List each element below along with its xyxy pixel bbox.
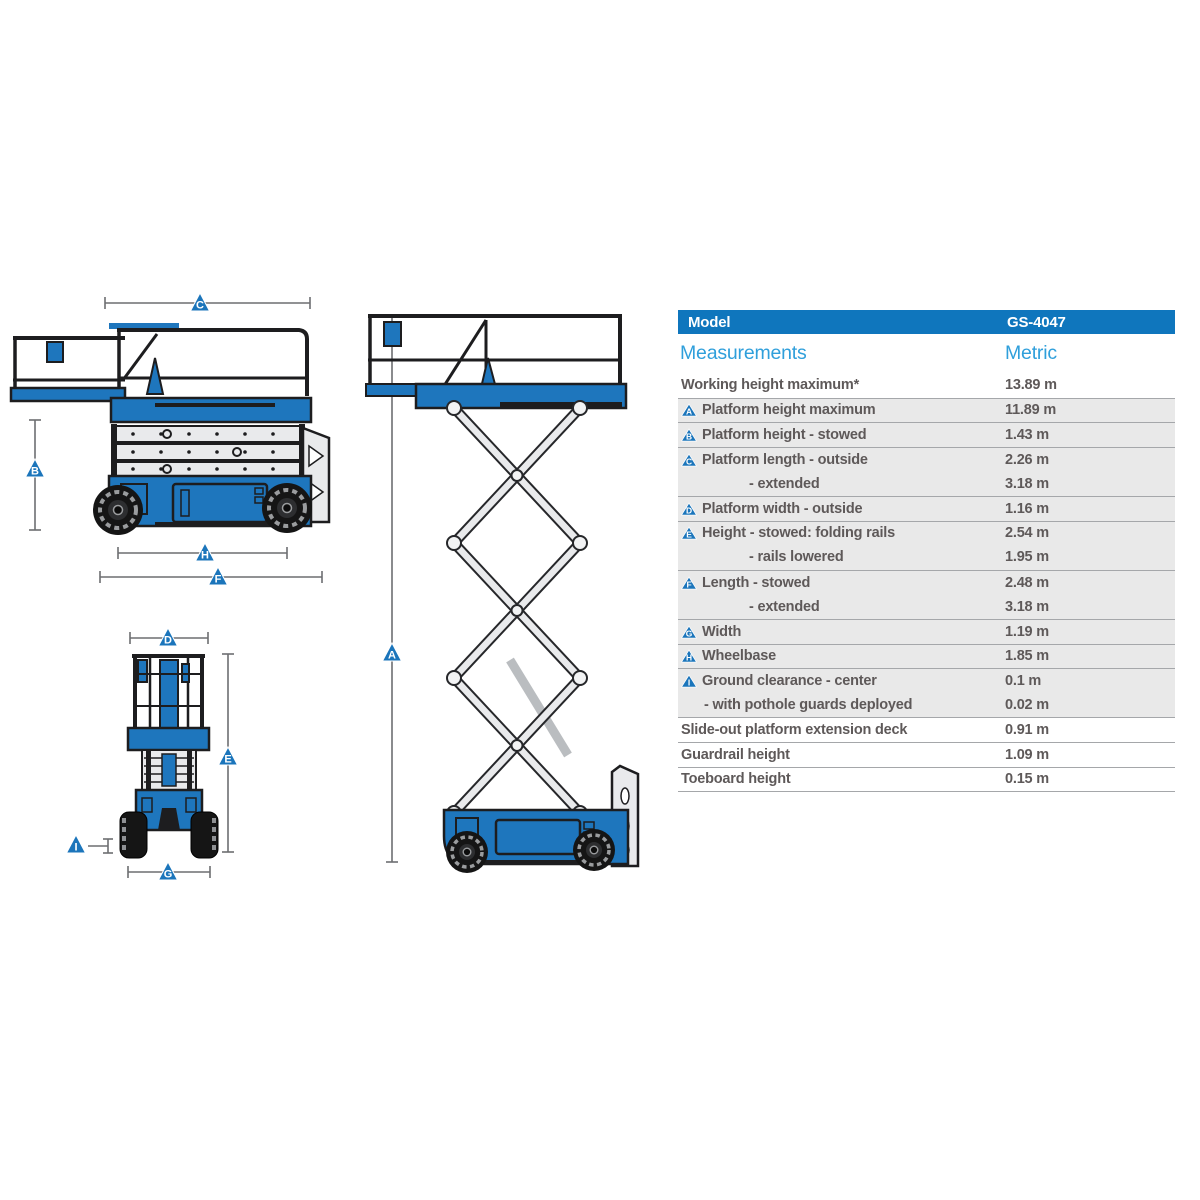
spec-value: 0.15 m	[1005, 771, 1049, 788]
spec-label: Ground clearance - center	[702, 672, 877, 689]
table-row	[678, 767, 1175, 792]
spec-value: 1.16 m	[1005, 500, 1049, 517]
dim-label-c: C	[196, 299, 204, 312]
spec-value: 0.1 m	[1005, 672, 1042, 689]
spec-value: 0.02 m	[1005, 697, 1049, 714]
model-label: Model	[688, 313, 731, 331]
spec-value: 1.95 m	[1005, 549, 1049, 566]
spec-value: 3.18 m	[1005, 475, 1049, 492]
stowed-guardrails	[13, 323, 307, 396]
spec-value: 1.85 m	[1005, 648, 1049, 665]
diagram-side-view-stowed	[5, 290, 335, 600]
table-row	[678, 742, 1175, 767]
dimension-letter-badge	[681, 502, 697, 516]
table-row	[678, 471, 1175, 496]
spec-label: Height - stowed: folding rails	[702, 525, 895, 542]
folded-scissor-stack	[111, 424, 305, 476]
dimension-line-f	[100, 567, 322, 586]
table-row	[678, 545, 1175, 570]
dim-label-d: D	[164, 634, 172, 647]
spec-value: 2.48 m	[1005, 574, 1049, 591]
table-row	[678, 521, 1175, 546]
spec-label: Platform height - stowed	[702, 426, 867, 443]
spec-value: 1.19 m	[1005, 623, 1049, 640]
spec-label: Guardrail height	[681, 746, 790, 763]
spec-label: Platform length - outside	[702, 451, 868, 468]
dimension-letter-badge	[681, 526, 697, 540]
dimension-line-d	[130, 628, 208, 647]
dimension-letter-badge	[681, 576, 697, 590]
table-row	[678, 644, 1175, 669]
spec-label: Platform height maximum	[702, 402, 876, 419]
spec-value: 13.89 m	[1005, 377, 1057, 394]
dimension-line-i	[67, 835, 114, 854]
diagram-side-view-extended	[360, 300, 665, 885]
spec-label: Toeboard height	[681, 771, 791, 788]
svg-text:F: F	[686, 579, 692, 590]
spec-value: 0.91 m	[1005, 722, 1049, 739]
svg-text:G: G	[685, 628, 693, 639]
wheel	[93, 485, 143, 535]
dimension-line-a	[383, 316, 402, 862]
dimension-letter-badge	[681, 428, 697, 442]
dimension-line-e	[219, 654, 238, 852]
measurements-table	[678, 310, 1175, 792]
measurements-subheader	[678, 342, 1175, 368]
spec-label: Platform width - outside	[702, 500, 863, 517]
svg-text:C: C	[686, 456, 692, 467]
spec-value: 1.43 m	[1005, 426, 1049, 443]
table-row	[678, 373, 1175, 398]
model-header-bar	[678, 310, 1175, 334]
svg-text:H: H	[686, 653, 692, 664]
wheel	[262, 483, 312, 533]
spec-label: - rails lowered	[749, 549, 844, 566]
front-platform-deck	[128, 728, 209, 750]
dimension-line-g	[128, 862, 210, 881]
svg-text:I: I	[687, 677, 691, 688]
measurements-label: Measurements	[680, 342, 807, 364]
spec-label: Slide-out platform extension deck	[681, 722, 908, 739]
spec-value: 11.89 m	[1005, 402, 1057, 419]
wheel	[573, 829, 615, 871]
spec-label: - with pothole guards deployed	[704, 697, 913, 714]
table-row	[678, 717, 1175, 742]
dim-label-i: I	[74, 841, 78, 854]
wheel	[191, 812, 218, 858]
extended-guardrails	[368, 316, 622, 388]
dimension-line-h	[118, 543, 287, 562]
table-row	[678, 594, 1175, 619]
dim-label-f: F	[214, 573, 222, 586]
measurements-rows	[678, 373, 1175, 792]
dim-label-h: H	[201, 549, 209, 562]
wheel	[120, 812, 147, 858]
scissor-arms	[447, 401, 587, 820]
dimension-letter-badge	[681, 625, 697, 639]
spec-label: - extended	[749, 475, 820, 492]
svg-text:D: D	[686, 505, 692, 516]
table-row	[678, 570, 1175, 595]
diagram-front-view	[62, 608, 277, 900]
dimension-line-c	[105, 293, 310, 312]
dimension-line-b	[26, 420, 45, 530]
dim-label-a: A	[388, 649, 396, 662]
dimension-letter-badge	[681, 453, 697, 467]
wheel	[446, 831, 488, 873]
table-row	[678, 619, 1175, 644]
dimension-letter-badge	[681, 674, 697, 688]
svg-text:E: E	[686, 530, 692, 541]
dimension-letter-badge	[681, 649, 697, 663]
dim-label-b: B	[31, 465, 39, 478]
model-value: GS-4047	[1007, 313, 1066, 331]
table-row	[678, 447, 1175, 472]
spec-label: - extended	[749, 598, 820, 615]
dim-label-e: E	[224, 753, 232, 766]
table-row	[678, 496, 1175, 521]
spec-value: 1.09 m	[1005, 746, 1049, 763]
table-row	[678, 693, 1175, 718]
dimension-letter-badge	[681, 403, 697, 417]
svg-text:A: A	[686, 407, 692, 418]
spec-label: Wheelbase	[702, 648, 776, 665]
spec-label: Width	[702, 623, 742, 640]
table-row	[678, 422, 1175, 447]
dim-label-g: G	[163, 868, 173, 881]
spec-value: 2.54 m	[1005, 525, 1049, 542]
table-row	[678, 668, 1175, 693]
spec-label: Length - stowed	[702, 574, 811, 591]
units-label: Metric	[1005, 342, 1057, 364]
svg-text:B: B	[686, 431, 692, 442]
spec-value: 2.26 m	[1005, 451, 1049, 468]
spec-label: Working height maximum*	[681, 377, 860, 394]
table-row	[678, 398, 1175, 423]
front-scissor-stack	[142, 750, 196, 790]
spec-value: 3.18 m	[1005, 598, 1049, 615]
front-guardrails	[132, 656, 205, 730]
